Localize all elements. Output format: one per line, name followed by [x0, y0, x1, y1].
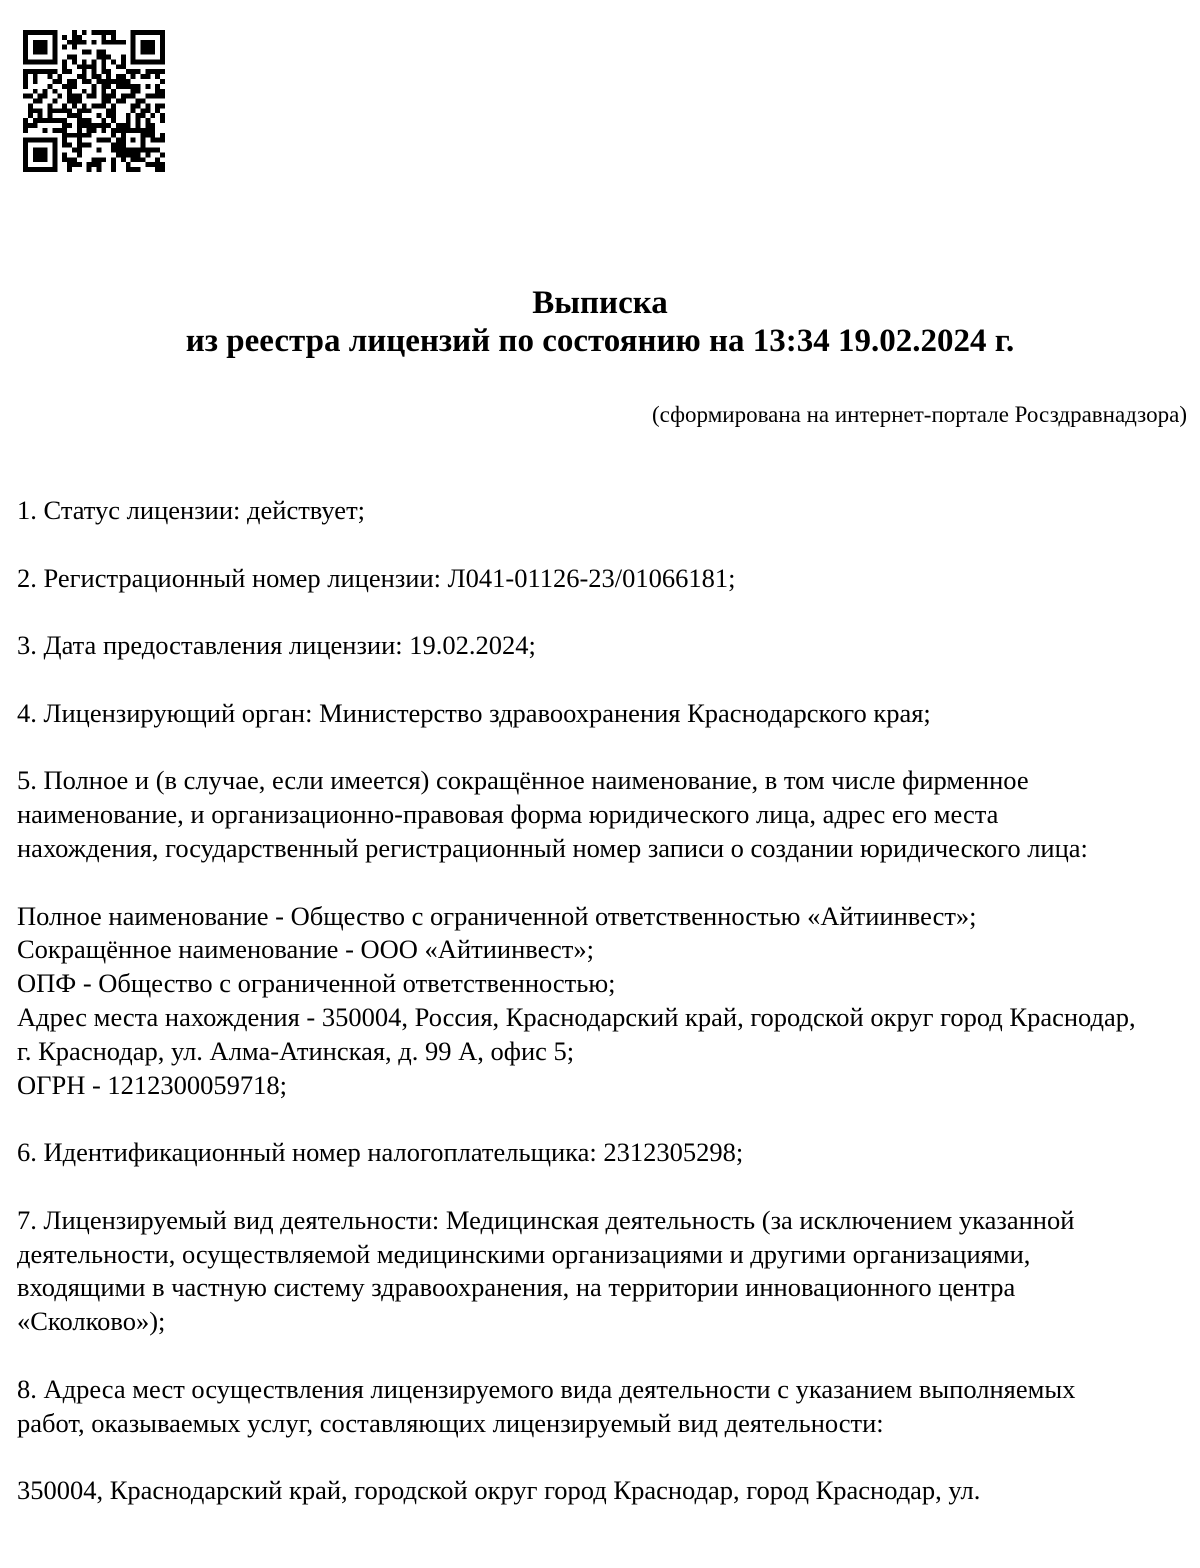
paragraph-4 [17, 697, 1139, 731]
paragraph-line: 2. Регистрационный номер лицензии: Л041-01126-23/01066181; [17, 562, 736, 593]
paragraph-line: 350004, Краснодарский край, городской округ город Краснодар, город Краснодар, ул. [17, 1475, 981, 1506]
paragraph-line: 3. Дата предоставления лицензии: 19.02.2024; [17, 630, 536, 661]
paragraph-line: Адрес места нахождения - 350004, Россия, Краснодарский край, городской округ город Краснодар, г. Краснодар, ул. Алма-Атинская, д. 99 А, офис 5; [17, 1001, 1136, 1066]
qr-code-icon [23, 30, 165, 172]
paragraph-10 [17, 1474, 1139, 1508]
formation-note: (сформирована на интернет-портале Росздравнадзора) [652, 402, 1187, 427]
paragraph-line: 5. Полное и (в случае, если имеется) сокращённое наименование, в том числе фирменное наименование, и организационно-правовая форма юридического лица, адрес его места нахождения, государственный регистрационный номер записи о создании юридического лица: [17, 765, 1088, 863]
paragraph-3 [17, 629, 1139, 663]
title-line-2: из реестра лицензий по состоянию на 13:34 19.02.2024 г. [185, 323, 1015, 359]
paragraph-6 [17, 900, 1139, 1103]
paragraph-line: Сокращённое наименование - ООО «Айтиинвест»; [17, 934, 594, 965]
paragraph-7 [17, 1136, 1139, 1170]
paragraph-line: 1. Статус лицензии: действует; [17, 495, 366, 525]
paragraph-line: Полное наименование - Общество с ограниченной ответственностью «Айтиинвест»; [17, 900, 977, 931]
title-line-1: Выписка [532, 285, 668, 321]
paragraph-line: 7. Лицензируемый вид деятельности: Медицинская деятельность (за исключением указанной деятельности, осуществляемой медицинскими организациями и другими организациями, входящими в частную систему здравоохранения, на территории инновационного центра «Сколково»); [17, 1204, 1075, 1337]
paragraph-9 [17, 1373, 1139, 1441]
paragraph-line: 4. Лицензирующий орган: Министерство здравоохранения Краснодарского края; [17, 697, 931, 728]
paragraph-line: ОПФ - Общество с ограниченной ответственностью; [17, 968, 616, 999]
paragraph-line: ОГРН - 1212300059718; [17, 1069, 288, 1100]
document-body [17, 494, 1139, 1542]
paragraph-5 [17, 764, 1139, 865]
paragraph-8 [17, 1204, 1139, 1339]
paragraph-1 [17, 494, 1139, 528]
paragraph-2 [17, 562, 1139, 596]
paragraph-line: 6. Идентификационный номер налогоплательщика: 2312305298; [17, 1137, 744, 1168]
paragraph-line: 8. Адреса мест осуществления лицензируемого вида деятельности с указанием выполняемых работ, оказываемых услуг, составляющих лицензируемый вид деятельности: [17, 1373, 1076, 1438]
page-title [0, 284, 1200, 360]
